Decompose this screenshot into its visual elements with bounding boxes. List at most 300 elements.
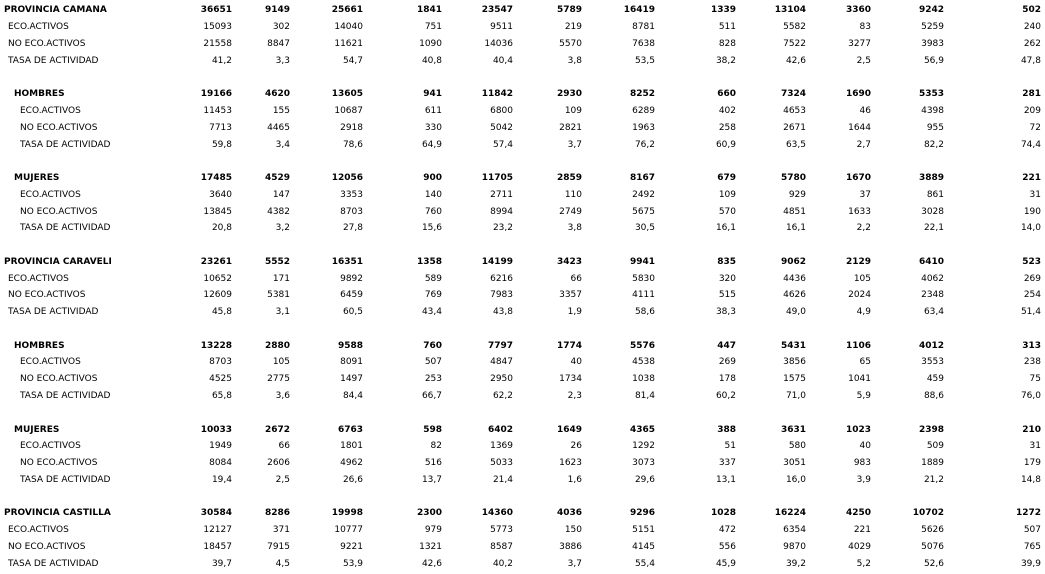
value-cell: 110: [564, 189, 582, 200]
value-cell: 7324: [780, 89, 806, 100]
value-cell: 2129: [845, 256, 871, 267]
value-cell: 13228: [200, 340, 232, 351]
value-cell: 25661: [331, 5, 363, 16]
value-cell: 3631: [780, 424, 806, 435]
value-cell: 502: [1022, 5, 1041, 16]
spacer-cell: [0, 69, 1045, 86]
value-cell: 835: [717, 256, 736, 267]
spacer-row: [0, 321, 1045, 338]
row-label: NO ECO.ACTIVOS: [20, 374, 98, 385]
value-cell: 221: [1022, 173, 1041, 184]
value-cell: 3277: [848, 38, 871, 49]
value-cell: 3983: [921, 38, 944, 49]
value-cell: 30584: [200, 508, 232, 519]
row-label: TASA DE ACTIVIDAD: [8, 307, 99, 318]
value-cell: 302: [272, 22, 290, 33]
row-label: NO ECO.ACTIVOS: [8, 290, 86, 301]
value-cell: 55,4: [634, 558, 655, 569]
table-row: [0, 354, 1045, 371]
value-cell: 4382: [267, 206, 290, 217]
value-cell: 10777: [334, 525, 363, 536]
value-cell: 221: [853, 525, 871, 536]
value-cell: 66: [278, 441, 290, 452]
row-label: TASA DE ACTIVIDAD: [20, 139, 111, 150]
row-label: NO ECO.ACTIVOS: [8, 38, 86, 49]
value-cell: 1841: [416, 5, 442, 16]
value-cell: 3,1: [275, 307, 290, 318]
value-cell: 10033: [200, 424, 232, 435]
table-row: [0, 555, 1045, 572]
value-cell: 269: [1023, 273, 1041, 284]
value-cell: 3,7: [567, 558, 582, 569]
row-label: ECO.ACTIVOS: [8, 22, 69, 33]
value-cell: 9892: [340, 273, 363, 284]
value-cell: 62,2: [492, 390, 513, 401]
row-label: NO ECO.ACTIVOS: [20, 122, 98, 133]
table-row: [0, 539, 1045, 556]
value-cell: 511: [718, 22, 736, 33]
row-label: NO ECO.ACTIVOS: [20, 458, 98, 469]
value-cell: 9296: [629, 508, 655, 519]
value-cell: 36651: [200, 5, 232, 16]
value-cell: 7915: [267, 541, 290, 552]
row-label: NO ECO.ACTIVOS: [20, 206, 98, 217]
value-cell: 2880: [264, 340, 290, 351]
row-label: HOMBRES: [14, 340, 65, 351]
value-cell: 75: [1029, 374, 1041, 385]
value-cell: 42,6: [785, 55, 806, 66]
value-cell: 19,4: [211, 474, 232, 485]
value-cell: 2,5: [856, 55, 871, 66]
value-cell: 19166: [200, 89, 232, 100]
row-label: TASA DE ACTIVIDAD: [8, 55, 99, 66]
value-cell: 31: [1029, 189, 1041, 200]
value-cell: 941: [423, 89, 442, 100]
value-cell: 150: [564, 525, 582, 536]
value-cell: 6289: [632, 105, 655, 116]
value-cell: 1358: [416, 256, 442, 267]
value-cell: 2672: [264, 424, 290, 435]
table-row: [0, 287, 1045, 304]
row-label: ECO.ACTIVOS: [20, 189, 81, 200]
row-label: MUJERES: [14, 173, 60, 184]
value-cell: 5353: [918, 89, 944, 100]
value-cell: 6354: [783, 525, 806, 536]
value-cell: 16351: [331, 256, 363, 267]
value-cell: 4029: [848, 541, 871, 552]
value-cell: 46: [859, 105, 871, 116]
value-cell: 3,6: [275, 390, 290, 401]
table-row: [0, 119, 1045, 136]
value-cell: 22,1: [923, 223, 944, 234]
value-cell: 14036: [484, 38, 513, 49]
value-cell: 42,6: [421, 558, 442, 569]
value-cell: 13104: [774, 5, 806, 16]
value-cell: 64,9: [421, 139, 442, 150]
value-cell: 11621: [334, 38, 363, 49]
value-cell: 3889: [918, 173, 944, 184]
value-cell: 5780: [780, 173, 806, 184]
value-cell: 3856: [783, 357, 806, 368]
value-cell: 13,7: [421, 474, 442, 485]
value-cell: 41,2: [211, 55, 232, 66]
gender-total-row: [0, 86, 1045, 103]
row-label: ECO.ACTIVOS: [8, 525, 69, 536]
value-cell: 71,0: [785, 390, 806, 401]
value-cell: 4529: [264, 173, 290, 184]
value-cell: 269: [718, 357, 736, 368]
value-cell: 929: [788, 189, 806, 200]
value-cell: 105: [853, 273, 871, 284]
value-cell: 4465: [267, 122, 290, 133]
value-cell: 4962: [340, 458, 363, 469]
value-cell: 2398: [918, 424, 944, 435]
value-cell: 769: [424, 290, 442, 301]
value-cell: 60,5: [342, 307, 363, 318]
value-cell: 16,1: [785, 223, 806, 234]
spacer-cell: [0, 321, 1045, 338]
value-cell: 66: [570, 273, 582, 284]
value-cell: 2492: [632, 189, 655, 200]
value-cell: 8286: [264, 508, 290, 519]
value-cell: 26: [570, 441, 582, 452]
value-cell: 3,4: [275, 139, 290, 150]
value-cell: 26,6: [342, 474, 363, 485]
value-cell: 1023: [845, 424, 871, 435]
spacer-row: [0, 69, 1045, 86]
row-label: HOMBRES: [14, 89, 65, 100]
value-cell: 14199: [481, 256, 513, 267]
spacer-cell: [0, 237, 1045, 254]
value-cell: 105: [272, 357, 290, 368]
row-label: TASA DE ACTIVIDAD: [20, 390, 111, 401]
value-cell: 1644: [848, 122, 871, 133]
value-cell: 3357: [559, 290, 582, 301]
value-cell: 5576: [629, 340, 655, 351]
value-cell: 254: [1023, 290, 1041, 301]
value-cell: 589: [424, 273, 442, 284]
value-cell: 40,8: [421, 55, 442, 66]
value-cell: 5033: [490, 458, 513, 469]
table-row: [0, 19, 1045, 36]
value-cell: 39,7: [211, 558, 232, 569]
value-cell: 1041: [848, 374, 871, 385]
gender-total-row: [0, 421, 1045, 438]
value-cell: 1,9: [567, 307, 582, 318]
value-cell: 8703: [340, 206, 363, 217]
value-cell: 72: [1029, 122, 1041, 133]
value-cell: 8167: [629, 173, 655, 184]
value-cell: 5675: [632, 206, 655, 217]
value-cell: 7797: [487, 340, 513, 351]
value-cell: 16,0: [785, 474, 806, 485]
table-row: [0, 388, 1045, 405]
value-cell: 507: [1023, 525, 1041, 536]
value-cell: 1774: [556, 340, 582, 351]
table-row: [0, 52, 1045, 69]
value-cell: 147: [272, 189, 290, 200]
spacer-row: [0, 237, 1045, 254]
value-cell: 56,9: [923, 55, 944, 66]
table-body: [0, 2, 1045, 572]
table-row: [0, 522, 1045, 539]
value-cell: 8847: [267, 38, 290, 49]
value-cell: 20,8: [211, 223, 232, 234]
value-cell: 57,4: [492, 139, 513, 150]
value-cell: 660: [717, 89, 736, 100]
row-label: TASA DE ACTIVIDAD: [20, 223, 111, 234]
value-cell: 2821: [559, 122, 582, 133]
value-cell: 171: [272, 273, 290, 284]
value-cell: 1889: [921, 458, 944, 469]
value-cell: 40,2: [492, 558, 513, 569]
row-label: ECO.ACTIVOS: [20, 105, 81, 116]
value-cell: 49,0: [785, 307, 806, 318]
value-cell: 459: [926, 374, 944, 385]
row-label: ECO.ACTIVOS: [8, 273, 69, 284]
value-cell: 900: [423, 173, 442, 184]
value-cell: 6216: [490, 273, 513, 284]
value-cell: 1623: [559, 458, 582, 469]
value-cell: 9588: [337, 340, 363, 351]
value-cell: 1670: [845, 173, 871, 184]
value-cell: 4365: [629, 424, 655, 435]
value-cell: 7522: [783, 38, 806, 49]
value-cell: 2606: [267, 458, 290, 469]
value-cell: 253: [424, 374, 442, 385]
value-cell: 1339: [710, 5, 736, 16]
value-cell: 1369: [490, 441, 513, 452]
table-row: [0, 304, 1045, 321]
value-cell: 19998: [331, 508, 363, 519]
value-cell: 5076: [921, 541, 944, 552]
value-cell: 10652: [203, 273, 232, 284]
value-cell: 751: [424, 22, 442, 33]
table-row: [0, 270, 1045, 287]
value-cell: 39,2: [785, 558, 806, 569]
value-cell: 2775: [267, 374, 290, 385]
value-cell: 1963: [632, 122, 655, 133]
value-cell: 447: [717, 340, 736, 351]
value-cell: 13605: [331, 89, 363, 100]
value-cell: 1,6: [567, 474, 582, 485]
value-cell: 258: [718, 122, 736, 133]
value-cell: 2,5: [275, 474, 290, 485]
value-cell: 209: [1023, 105, 1041, 116]
value-cell: 1801: [340, 441, 363, 452]
value-cell: 78,6: [342, 139, 363, 150]
value-cell: 5,9: [856, 390, 871, 401]
value-cell: 16224: [774, 508, 806, 519]
value-cell: 1038: [632, 374, 655, 385]
spacer-row: [0, 153, 1045, 170]
value-cell: 37: [859, 189, 871, 200]
value-cell: 2749: [559, 206, 582, 217]
value-cell: 140: [424, 189, 442, 200]
value-cell: 1028: [710, 508, 736, 519]
value-cell: 507: [424, 357, 442, 368]
value-cell: 5789: [556, 5, 582, 16]
value-cell: 3,8: [567, 223, 582, 234]
row-label: TASA DE ACTIVIDAD: [20, 474, 111, 485]
row-label: ECO.ACTIVOS: [20, 441, 81, 452]
value-cell: 51: [724, 441, 736, 452]
value-cell: 45,9: [715, 558, 736, 569]
value-cell: 4145: [632, 541, 655, 552]
value-cell: 2348: [921, 290, 944, 301]
value-cell: 40: [859, 441, 871, 452]
value-cell: 5773: [490, 525, 513, 536]
value-cell: 12609: [203, 290, 232, 301]
value-cell: 16419: [623, 5, 655, 16]
value-cell: 2,7: [856, 139, 871, 150]
value-cell: 60,9: [715, 139, 736, 150]
value-cell: 983: [853, 458, 871, 469]
value-cell: 760: [423, 340, 442, 351]
value-cell: 7638: [632, 38, 655, 49]
value-cell: 2918: [340, 122, 363, 133]
value-cell: 8091: [340, 357, 363, 368]
value-cell: 9870: [783, 541, 806, 552]
value-cell: 60,2: [715, 390, 736, 401]
value-cell: 509: [926, 441, 944, 452]
spacer-row: [0, 488, 1045, 505]
row-label: TASA DE ACTIVIDAD: [8, 558, 99, 569]
value-cell: 53,5: [634, 55, 655, 66]
value-cell: 8252: [629, 89, 655, 100]
value-cell: 76,2: [634, 139, 655, 150]
value-cell: 83: [859, 22, 871, 33]
value-cell: 1292: [632, 441, 655, 452]
value-cell: 1649: [556, 424, 582, 435]
value-cell: 14040: [334, 22, 363, 33]
value-cell: 611: [424, 105, 442, 116]
value-cell: 13845: [203, 206, 232, 217]
value-cell: 861: [926, 189, 944, 200]
value-cell: 84,4: [342, 390, 363, 401]
value-cell: 2024: [848, 290, 871, 301]
value-cell: 14,0: [1020, 223, 1041, 234]
value-cell: 3886: [559, 541, 582, 552]
value-cell: 4,9: [856, 307, 871, 318]
value-cell: 330: [424, 122, 442, 133]
value-cell: 4012: [918, 340, 944, 351]
value-cell: 88,6: [923, 390, 944, 401]
province-total-row: [0, 2, 1045, 19]
value-cell: 3028: [921, 206, 944, 217]
value-cell: 4398: [921, 105, 944, 116]
value-cell: 6459: [340, 290, 363, 301]
value-cell: 109: [564, 105, 582, 116]
value-cell: 210: [1022, 424, 1041, 435]
value-cell: 43,4: [421, 307, 442, 318]
value-cell: 13,1: [715, 474, 736, 485]
table-row: [0, 220, 1045, 237]
value-cell: 6410: [918, 256, 944, 267]
value-cell: 3360: [845, 5, 871, 16]
value-cell: 4653: [783, 105, 806, 116]
value-cell: 1497: [340, 374, 363, 385]
value-cell: 9242: [918, 5, 944, 16]
value-cell: 190: [1023, 206, 1041, 217]
value-cell: 12127: [203, 525, 232, 536]
value-cell: 63,5: [785, 139, 806, 150]
table-row: [0, 36, 1045, 53]
value-cell: 27,8: [342, 223, 363, 234]
value-cell: 2859: [556, 173, 582, 184]
value-cell: 14360: [481, 508, 513, 519]
value-cell: 16,1: [715, 223, 736, 234]
value-cell: 3553: [921, 357, 944, 368]
value-cell: 760: [424, 206, 442, 217]
row-label: ECO.ACTIVOS: [20, 357, 81, 368]
gender-total-row: [0, 337, 1045, 354]
value-cell: 371: [272, 525, 290, 536]
value-cell: 4847: [490, 357, 513, 368]
table-row: [0, 455, 1045, 472]
value-cell: 51,4: [1020, 307, 1041, 318]
value-cell: 5259: [921, 22, 944, 33]
value-cell: 2930: [556, 89, 582, 100]
value-cell: 5552: [264, 256, 290, 267]
value-cell: 8587: [490, 541, 513, 552]
value-cell: 2,2: [856, 223, 871, 234]
value-cell: 5151: [632, 525, 655, 536]
value-cell: 109: [718, 189, 736, 200]
value-cell: 82: [430, 441, 442, 452]
value-cell: 388: [717, 424, 736, 435]
value-cell: 6402: [487, 424, 513, 435]
value-cell: 66,7: [421, 390, 442, 401]
value-cell: 3640: [209, 189, 232, 200]
value-cell: 54,7: [342, 55, 363, 66]
value-cell: 7713: [209, 122, 232, 133]
row-label: MUJERES: [14, 424, 60, 435]
value-cell: 3,8: [567, 55, 582, 66]
value-cell: 402: [718, 105, 736, 116]
value-cell: 281: [1022, 89, 1041, 100]
value-cell: 9221: [340, 541, 363, 552]
value-cell: 21,2: [923, 474, 944, 485]
value-cell: 15,6: [421, 223, 442, 234]
value-cell: 337: [718, 458, 736, 469]
row-label: NO ECO.ACTIVOS: [8, 541, 86, 552]
table-row: [0, 438, 1045, 455]
value-cell: 74,4: [1020, 139, 1041, 150]
value-cell: 4062: [921, 273, 944, 284]
value-cell: 262: [1023, 38, 1041, 49]
value-cell: 23261: [200, 256, 232, 267]
value-cell: 765: [1023, 541, 1041, 552]
value-cell: 1272: [1015, 508, 1041, 519]
value-cell: 4,5: [275, 558, 290, 569]
value-cell: 1949: [209, 441, 232, 452]
value-cell: 29,6: [634, 474, 655, 485]
value-cell: 30,5: [634, 223, 655, 234]
value-cell: 58,6: [634, 307, 655, 318]
value-cell: 9062: [780, 256, 806, 267]
value-cell: 14,8: [1020, 474, 1041, 485]
value-cell: 1575: [783, 374, 806, 385]
value-cell: 5381: [267, 290, 290, 301]
value-cell: 5042: [490, 122, 513, 133]
value-cell: 6763: [337, 424, 363, 435]
value-cell: 38,2: [715, 55, 736, 66]
value-cell: 1090: [419, 38, 442, 49]
value-cell: 23547: [481, 5, 513, 16]
value-cell: 40: [570, 357, 582, 368]
value-cell: 679: [717, 173, 736, 184]
